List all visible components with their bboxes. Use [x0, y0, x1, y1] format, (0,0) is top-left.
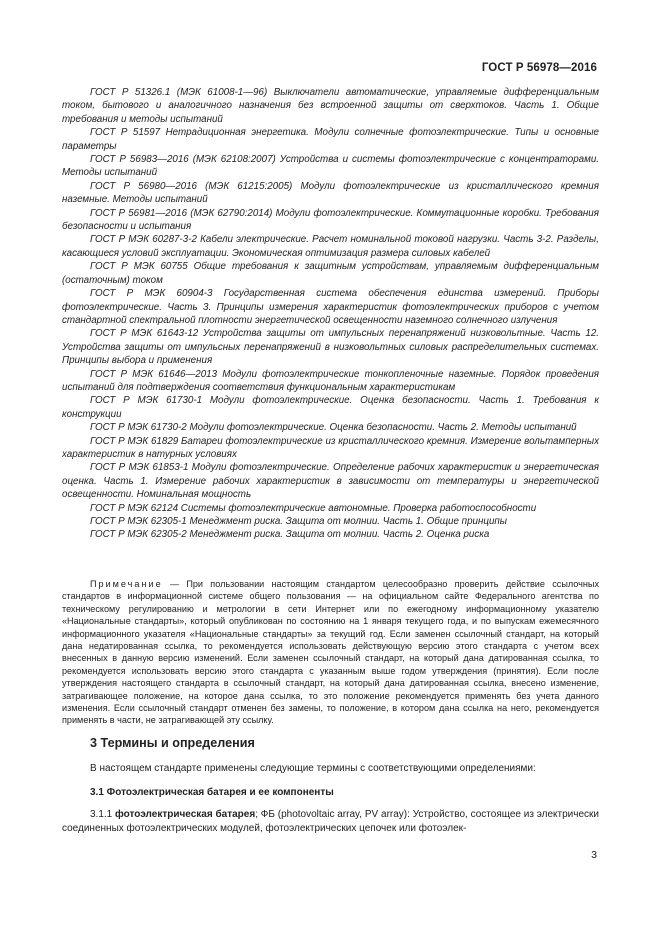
reference-item: ГОСТ Р МЭК 62124 Системы фотоэлектрические автономные. Проверка работоспособности	[90, 502, 537, 514]
term-definition-text: ; ФБ (photovoltaic array, PV array): Устройство, состоящее из электрически соединенных фотоэлектрических модулей, фотоэлектрических цепочек или фотоэлек-	[62, 809, 599, 834]
note-text: — При пользовании настоящим стандартом целесообразно проверить действие ссылочных стандартов в информационной системе общего пользования — на официальном сайте Федерального агентства по техническому регулированию и метрологии в сети Интернет или по ежегодному информационному указателю «Национальные стандарты», который опубликован по состоянию на 1 января текущего года, и по выпускам ежемесячного информационного указателя «Национальные стандарты» за текущий год. Если заменен ссылочный стандарт, на который дана недатированная ссылка, то рекомендуется использовать действующую версию этого стандарта с учетом всех внесенных в данную версию изменений. Если заменен ссылочный стандарт, на который дана датированная ссылка, то рекомендуется использовать версию этого стандарта с указанным выше годом утверждения (принятия). Если после утверждения настоящего стандарта в ссылочный стандарт, на который дана датированная ссылка, внесено изменение, затрагивающее положение, на которое дана ссылка, то это положение рекомендуется применять без учета данного изменения. Если ссылочный стандарт отменен без замены, то положение, в котором дана ссылка на него, рекомендуется применять в части, не затрагивающей эту ссылку.	[62, 579, 599, 726]
term-definition	[62, 808, 599, 835]
subsection-heading: 3.1 Фотоэлектрическая батарея и ее компоненты	[90, 787, 334, 798]
reference-item: ГОСТ Р 56981—2016 (МЭК 62790:2014) Модули фотоэлектрические. Коммутационные коробки. Требования безопасности и испытания	[62, 207, 599, 233]
note-paragraph	[62, 578, 599, 727]
reference-item: ГОСТ Р МЭК 61730-2 Модули фотоэлектрические. Оценка безопасности. Часть 2. Методы испытаний	[90, 422, 577, 434]
reference-item: ГОСТ Р МЭК 61829 Батареи фотоэлектрические из кристаллического кремния. Измерение вольтамперных характеристик в натурных условиях	[62, 435, 599, 460]
section-intro: В настоящем стандарте применены следующие термины с соответствующими определениями:	[90, 763, 536, 774]
section-heading: 3 Термины и определения	[90, 736, 255, 750]
note-label: Примечание	[90, 579, 163, 589]
reference-item: ГОСТ Р 51597 Нетрадиционная энергетика. Модули солнечные фотоэлектрические. Типы и основные параметры	[62, 127, 599, 152]
reference-item: ГОСТ Р МЭК 60904-3 Государственная система обеспечения единства измерений. Приборы фотоэлектрические. Часть 3. Принципы измерения характеристик фотоэлектрических приборов с учетом стандартной спектральной плотности энергетической освещенности наземного солнечного излучения	[62, 288, 599, 326]
reference-item: ГОСТ Р 51326.1 (МЭК 61008-1—96) Выключатели автоматические, управляемые дифференциальным током, бытового и аналогичного назначения без встроенной защиты от сверхтоков. Часть 1. Общие требования и методы испытаний	[62, 87, 599, 125]
reference-item: ГОСТ Р МЭК 61643-12 Устройства защиты от импульсных перенапряжений низковольтные. Часть 12. Устройства защиты от импульсных перенапряжений в низковольтных силовых распределительных системах. Принципы выбора и применения	[62, 328, 599, 367]
reference-item: ГОСТ Р МЭК 61853-1 Модули фотоэлектрические. Определение рабочих характеристик и энергетическая оценка. Часть 1. Измерение рабочих характеристик в зависимости от температуры и энергетической освещенности. Номинальная мощность	[62, 462, 599, 501]
reference-item: ГОСТ Р МЭК 62305-2 Менеджмент риска. Защита от молнии. Часть 2. Оценка риска	[90, 529, 490, 541]
reference-item: ГОСТ Р МЭК 60755 Общие требования к защитным устройствам, управляемым дифференциальным (остаточным) током	[62, 261, 599, 286]
reference-item: ГОСТ Р МЭК 61730-1 Модули фотоэлектрические. Оценка безопасности. Часть 1. Требования к конструкции	[62, 395, 599, 420]
reference-item: ГОСТ Р 56980—2016 (МЭК 61215:2005) Модули фотоэлектрические из кристаллического кремния наземные. Методы испытаний	[62, 180, 599, 206]
term-name: фотоэлектрическая батарея	[115, 809, 256, 820]
normative-references-list	[62, 86, 599, 542]
reference-item: ГОСТ Р МЭК 60287-3-2 Кабели электрические. Расчет номинальной токовой нагрузки. Часть 3-2. Разделы, касающиеся условий эксплуатации. Экономическая оптимизация размера силовых кабелей	[62, 234, 599, 259]
page-number: 3	[591, 849, 597, 861]
reference-item: ГОСТ Р МЭК 62305-1 Менеджмент риска. Защита от молнии. Часть 1. Общие принципы	[90, 516, 508, 527]
standard-header: ГОСТ Р 56978—2016	[481, 62, 597, 74]
term-number: 3.1.1	[90, 809, 116, 820]
reference-item: ГОСТ Р МЭК 61646—2013 Модули фотоэлектрические тонкопленочные наземные. Порядок проведения испытаний для подтверждения соответствия функциональным характеристикам	[62, 368, 599, 393]
reference-item: ГОСТ Р 56983—2016 (МЭК 62108:2007) Устройства и системы фотоэлектрические с концентраторами. Методы испытаний	[62, 154, 599, 179]
